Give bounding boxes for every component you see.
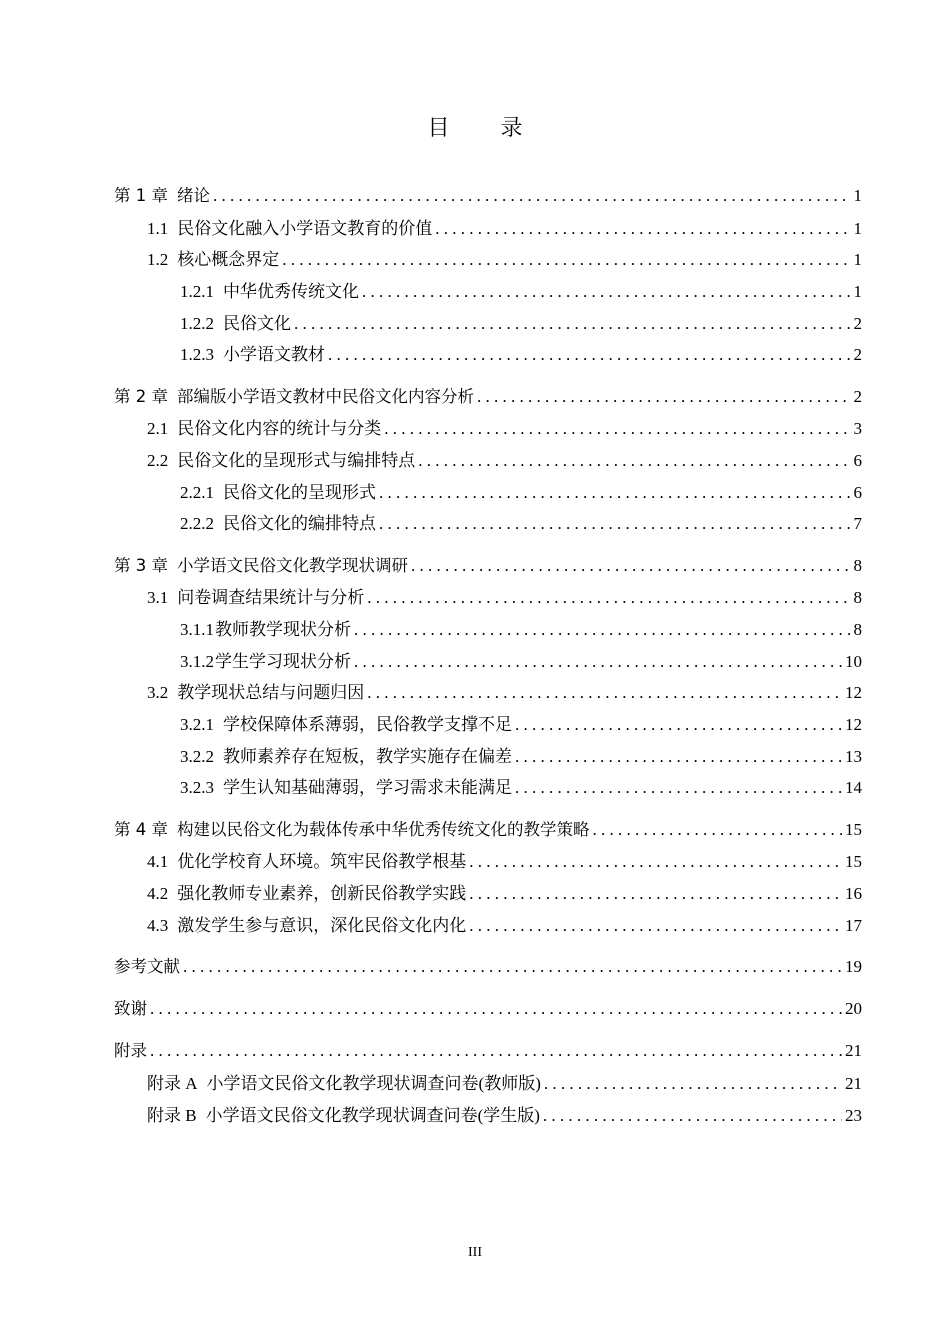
toc-dot-leader — [379, 483, 851, 503]
toc-entry-number: 第 3 章 — [114, 555, 168, 575]
toc-section-entry[interactable] — [114, 1069, 862, 1101]
toc-entry-page-number: 3 — [853, 419, 862, 439]
toc-entry-number: 3.1.2 — [180, 651, 214, 671]
toc-chapter-entry[interactable] — [114, 383, 862, 415]
toc-section-entry[interactable] — [114, 773, 862, 805]
toc-entry-title: 参考文献 — [114, 956, 180, 976]
toc-dot-leader — [282, 250, 850, 270]
toc-dot-leader — [367, 588, 850, 608]
toc-section-entry[interactable] — [114, 647, 862, 679]
toc-entry-title: 学生学习现状分析 — [215, 651, 351, 671]
toc-chapter-entry[interactable] — [114, 552, 862, 584]
toc-section-entry[interactable] — [114, 509, 862, 541]
toc-entry-number: 附录 A — [147, 1073, 198, 1093]
toc-dot-leader — [469, 916, 842, 936]
toc-entry-title: 民俗文化内容的统计与分类 — [177, 419, 382, 439]
toc-section-entry[interactable] — [114, 742, 862, 774]
toc-entry-title: 附录 — [114, 1041, 147, 1061]
toc-section-entry[interactable] — [114, 277, 862, 309]
toc-section-entry[interactable] — [114, 340, 862, 372]
toc-entry-title: 民俗文化的编排特点 — [223, 514, 376, 534]
toc-entry-title: 民俗文化融入小学语文教育的价值 — [177, 218, 433, 238]
toc-entry-page-number: 1 — [853, 186, 862, 205]
toc-chapter-entry[interactable] — [114, 1037, 862, 1069]
toc-section-entry[interactable] — [114, 478, 862, 510]
toc-entry-title: 部编版小学语文教材中民俗文化内容分析 — [177, 386, 474, 406]
toc-entry-page-number: 13 — [845, 746, 862, 766]
toc-entry-number: 4.1 — [147, 852, 169, 872]
toc-entry-title: 构建以民俗文化为载体传承中华优秀传统文化的教学策略 — [177, 819, 590, 839]
toc-entry-number: 3.2.1 — [180, 715, 214, 734]
toc-entry-number: 3.2.3 — [180, 778, 214, 798]
toc-dot-leader — [328, 345, 851, 365]
toc-entry-number: 1.2.2 — [180, 313, 214, 333]
toc-title: 目 录 — [427, 116, 545, 141]
toc-entry-page-number: 15 — [845, 819, 862, 839]
toc-entry-page-number: 2 — [853, 386, 862, 406]
toc-entry-title: 学校保障体系薄弱，民俗教学支撑不足 — [223, 715, 512, 734]
toc-entry-page-number: 20 — [845, 999, 862, 1018]
toc-entry-title: 优化学校育人环境。筑牢民俗教学根基 — [177, 852, 467, 872]
toc-dot-leader — [515, 747, 842, 767]
toc-dot-leader — [515, 778, 842, 798]
toc-section-entry[interactable] — [114, 309, 862, 341]
toc-dot-leader — [213, 186, 851, 206]
toc-section-entry[interactable] — [114, 446, 862, 478]
toc-dot-leader — [477, 387, 851, 407]
toc-dot-leader — [150, 1041, 842, 1061]
toc-dot-leader — [384, 419, 850, 439]
toc-entry-page-number: 2 — [853, 345, 862, 365]
toc-entry-page-number: 6 — [853, 482, 862, 502]
toc-entry-page-number: 1 — [853, 282, 862, 302]
toc-entry-number: 附录 B — [147, 1105, 197, 1125]
toc-dot-leader — [150, 999, 842, 1019]
toc-entry-number: 2.2.1 — [180, 482, 214, 502]
toc-entry-page-number: 6 — [853, 451, 862, 470]
toc-dot-leader — [544, 1074, 842, 1094]
toc-entry-page-number: 12 — [845, 715, 862, 734]
toc-entry-title: 小学语文教材 — [223, 345, 325, 365]
toc-dot-leader — [354, 652, 842, 672]
toc-entry-title: 小学语文民俗文化教学现状调研 — [177, 555, 408, 575]
toc-entry-title: 致谢 — [114, 999, 147, 1018]
toc-entry-page-number: 8 — [853, 588, 862, 608]
toc-entry-page-number: 12 — [845, 683, 862, 703]
toc-dot-leader — [469, 884, 842, 904]
toc-entry-title: 强化教师专业素养，创新民俗教学实践 — [177, 883, 467, 903]
toc-section-entry[interactable] — [114, 879, 862, 911]
toc-entry-number: 3.2.2 — [180, 746, 214, 766]
toc-entry-page-number: 14 — [845, 778, 862, 798]
toc-entry-title: 中华优秀传统文化 — [223, 282, 359, 302]
toc-entry-number: 2.1 — [147, 419, 169, 439]
toc-entry-page-number: 21 — [845, 1073, 862, 1093]
toc-entry-title: 激发学生参与意识，深化民俗文化内化 — [177, 915, 467, 935]
toc-dot-leader — [543, 1106, 842, 1126]
page-number: III — [468, 1245, 482, 1260]
toc-section-entry[interactable] — [114, 710, 862, 742]
toc-dot-leader — [469, 852, 842, 872]
toc-entry-title: 民俗文化的呈现形式与编排特点 — [177, 451, 416, 470]
toc-entry-title: 民俗文化 — [223, 313, 291, 333]
toc-dot-leader — [379, 514, 851, 534]
toc-entry-page-number: 10 — [845, 651, 862, 671]
toc-entry-number: 1.2 — [147, 250, 169, 270]
toc-section-entry[interactable] — [114, 1101, 862, 1133]
toc-entry-number: 2.2.2 — [180, 514, 214, 534]
toc-dot-leader — [515, 715, 842, 735]
toc-entry-number: 1.2.1 — [180, 282, 214, 302]
toc-entry-page-number: 15 — [845, 852, 862, 872]
toc-dot-leader — [367, 683, 842, 703]
toc-dot-leader — [593, 820, 843, 840]
toc-list — [114, 182, 862, 1132]
toc-dot-leader — [435, 219, 850, 239]
toc-dot-leader — [354, 620, 851, 640]
toc-entry-number: 4.2 — [147, 883, 169, 903]
toc-section-entry[interactable] — [114, 214, 862, 246]
toc-entry-title: 教学现状总结与问题归因 — [177, 683, 365, 703]
toc-section-entry[interactable] — [114, 583, 862, 615]
toc-chapter-entry[interactable] — [114, 182, 862, 214]
toc-section-entry[interactable] — [114, 245, 862, 277]
toc-section-entry[interactable] — [114, 847, 862, 879]
toc-chapter-entry[interactable] — [114, 816, 862, 848]
toc-entry-page-number: 1 — [853, 250, 862, 270]
toc-entry-number: 4.3 — [147, 915, 169, 935]
toc-section-entry[interactable] — [114, 678, 862, 710]
toc-entry-title: 问卷调查结果统计与分析 — [177, 588, 365, 608]
toc-entry-page-number: 19 — [845, 956, 862, 976]
toc-dot-leader — [418, 451, 850, 471]
toc-chapter-entry[interactable] — [114, 953, 862, 985]
toc-entry-page-number: 17 — [845, 915, 862, 935]
toc-entry-title: 小学语文民俗文化教学现状调查问卷(学生版) — [205, 1105, 540, 1125]
toc-section-entry[interactable] — [114, 414, 862, 446]
toc-entry-number: 1.1 — [147, 218, 169, 238]
toc-entry-page-number: 1 — [853, 218, 862, 238]
toc-entry-title: 学生认知基础薄弱，学习需求未能满足 — [223, 778, 512, 798]
toc-dot-leader — [411, 556, 851, 576]
toc-entry-number: 第 2 章 — [114, 386, 168, 406]
toc-entry-page-number: 8 — [853, 555, 862, 575]
toc-entry-page-number: 2 — [853, 313, 862, 333]
toc-section-entry[interactable] — [114, 615, 862, 647]
toc-entry-number: 2.2 — [147, 451, 169, 470]
toc-entry-page-number: 16 — [845, 883, 862, 903]
toc-entry-number: 3.1.1 — [180, 619, 214, 639]
toc-section-entry[interactable] — [114, 911, 862, 943]
toc-entry-number: 第 1 章 — [114, 186, 168, 205]
toc-entry-title: 绪论 — [177, 186, 210, 205]
toc-entry-number: 3.1 — [147, 588, 169, 608]
toc-entry-number: 1.2.3 — [180, 345, 214, 365]
toc-entry-title: 教师素养存在短板，教学实施存在偏差 — [223, 746, 512, 766]
toc-entry-number: 第 4 章 — [114, 819, 168, 839]
toc-dot-leader — [183, 957, 842, 977]
toc-entry-title: 民俗文化的呈现形式 — [223, 482, 376, 502]
toc-entry-title: 核心概念界定 — [177, 250, 280, 270]
toc-entry-page-number: 8 — [853, 619, 862, 639]
toc-entry-number: 3.2 — [147, 683, 169, 703]
toc-entry-page-number: 7 — [853, 514, 862, 534]
toc-chapter-entry[interactable] — [114, 995, 862, 1027]
toc-entry-title: 小学语文民俗文化教学现状调查问卷(教师版) — [206, 1073, 541, 1093]
toc-dot-leader — [294, 314, 851, 334]
toc-entry-page-number: 23 — [845, 1105, 862, 1125]
toc-entry-page-number: 21 — [845, 1041, 862, 1061]
toc-entry-title: 教师教学现状分析 — [215, 619, 351, 639]
toc-dot-leader — [362, 282, 851, 302]
